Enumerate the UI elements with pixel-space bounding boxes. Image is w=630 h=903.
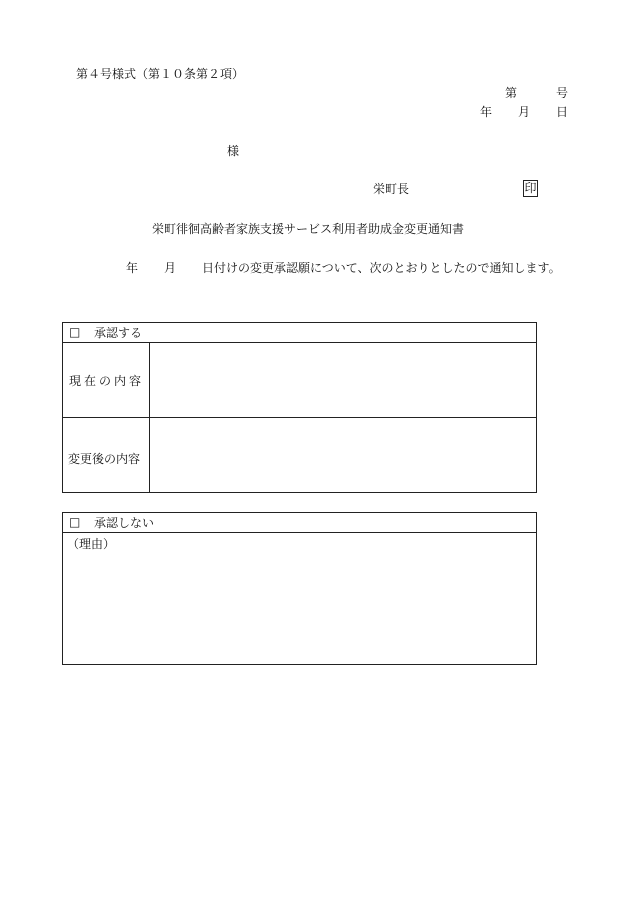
document-number-prefix: 第 [505,86,518,100]
reject-table [62,512,537,665]
document-title: 栄町徘徊高齢者家族支援サービス利用者助成金変更通知書 [152,222,465,236]
reject-header-divider [62,532,537,533]
reason-label: （理由） [67,537,116,551]
reject-header-label: 承認しない [94,516,155,530]
approve-column-divider [149,342,150,492]
seal-mark: 印 [524,181,537,195]
approve-row-divider [62,417,537,418]
addressee-honorific: 様 [227,144,240,158]
approve-table [62,322,537,493]
body-text: 日付けの変更承認願について、次のとおりとしたので通知します。 [202,261,561,275]
date-day-label: 日 [556,105,569,119]
date-year-label: 年 [480,105,493,119]
approve-checkbox[interactable]: □ [69,325,81,339]
document-number-suffix: 号 [556,86,569,100]
date-month-label: 月 [518,105,531,119]
issuer-title: 栄町長 [373,182,410,196]
body-year-label: 年 [126,261,139,275]
reject-checkbox[interactable]: □ [69,515,81,529]
changed-content-label: 変更後の内容 [68,452,141,466]
approve-header-divider [62,342,537,343]
form-label: 第４号様式（第１０条第２項） [76,67,245,81]
approve-header-label: 承認する [94,326,143,340]
current-content-label: 現在の内容 [69,374,145,388]
body-month-label: 月 [164,261,177,275]
